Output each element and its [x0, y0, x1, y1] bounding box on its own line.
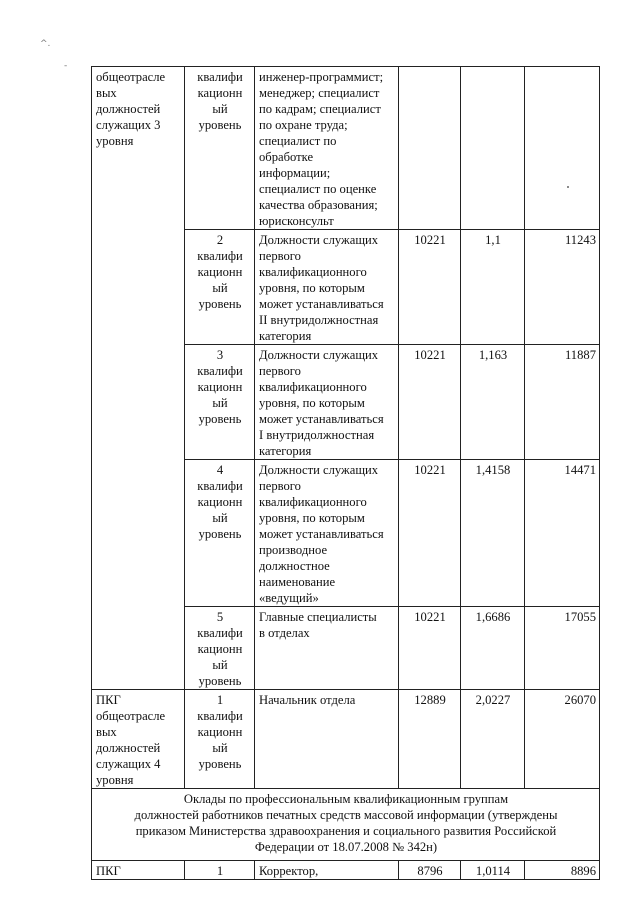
positions-cell: Главные специалисты в отделах: [255, 607, 399, 690]
table-row: [92, 789, 600, 861]
pkg-group-cell: общеотрасле вых должностей служащих 3 уровня: [92, 67, 185, 690]
coefficient-cell: 1,1: [461, 230, 525, 345]
positions-cell: Должности служащих первого квалификационного уровня, по которым может устанавливаться I внутридолжностная категория: [255, 345, 399, 460]
base-salary-cell: 10221: [399, 460, 461, 607]
qualification-level-cell: 1: [185, 861, 255, 880]
qualification-level-cell: 4 квалифи кационн ый уровень: [185, 460, 255, 607]
salary-cell: 26070: [525, 690, 600, 789]
salary-cell: 11243: [525, 230, 600, 345]
salary-cell: 11887: [525, 345, 600, 460]
base-salary-cell: 10221: [399, 230, 461, 345]
coefficient-cell: 1,163: [461, 345, 525, 460]
salary-cell: 14471: [525, 460, 600, 607]
qualification-level-cell: 3 квалифи кационн ый уровень: [185, 345, 255, 460]
base-salary-cell: [399, 67, 461, 230]
positions-cell: Должности служащих первого квалификационного уровня, по которым может устанавливаться производное должностное наименование «ведущий»: [255, 460, 399, 607]
scan-mark: -: [64, 61, 68, 71]
base-salary-cell: 10221: [399, 345, 461, 460]
table-row: [92, 861, 600, 880]
qualification-level-cell: 2 квалифи кационн ый уровень: [185, 230, 255, 345]
qualification-level-cell: 1 квалифи кационн ый уровень: [185, 690, 255, 789]
base-salary-cell: 8796: [399, 861, 461, 880]
pkg-group-cell: ПКГ: [92, 861, 185, 880]
salary-cell: 17055: [525, 607, 600, 690]
positions-cell: Корректор,: [255, 861, 399, 880]
positions-cell: Должности служащих первого квалификационного уровня, по которым может устанавливаться II внутридолжностная категория: [255, 230, 399, 345]
qualification-level-cell: квалифи кационн ый уровень: [185, 67, 255, 230]
scan-mark: ^.: [40, 39, 51, 49]
coefficient-cell: [461, 67, 525, 230]
base-salary-cell: 12889: [399, 690, 461, 789]
positions-cell: Начальник отдела: [255, 690, 399, 789]
pkg-group-cell: ПКГ общеотрасле вых должностей служащих 4 уровня: [92, 690, 185, 789]
qualification-level-cell: 5 квалифи кационн ый уровень: [185, 607, 255, 690]
coefficient-cell: 1,4158: [461, 460, 525, 607]
salary-cell: [525, 67, 600, 230]
coefficient-cell: 2,0227: [461, 690, 525, 789]
base-salary-cell: 10221: [399, 607, 461, 690]
coefficient-cell: 1,6686: [461, 607, 525, 690]
section-header-cell: Оклады по профессиональным квалификационным группам должностей работников печатных средств массовой информации (утверждены приказом Министерства здравоохранения и социального развития Российской Федерации от 18.07.2008 № 342н): [92, 789, 600, 861]
table-row: [92, 690, 600, 789]
table-row: [92, 67, 600, 230]
salary-cell: 8896: [525, 861, 600, 880]
coefficient-cell: 1,0114: [461, 861, 525, 880]
positions-cell: инженер-программист; менеджер; специалист по кадрам; специалист по охране труда; специалист по обработке информации; специалист по оценке качества образования; юрисконсульт: [255, 67, 399, 230]
salary-table: [91, 66, 600, 880]
